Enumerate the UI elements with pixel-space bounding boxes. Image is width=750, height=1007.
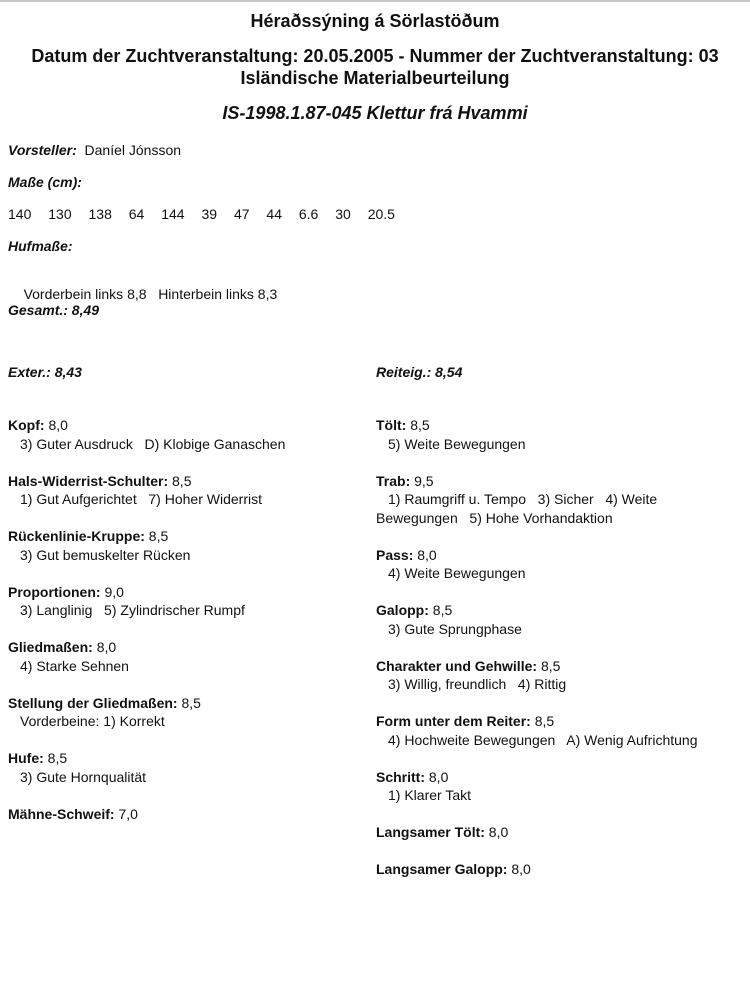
measures-row (8, 206, 750, 222)
hoof-value: Vorderbein links 8,8 Hinterbein links 8,3 (23, 286, 278, 302)
trait-comment (376, 731, 726, 750)
trait-score: 8,5 (181, 694, 201, 711)
measure-value: 47 (233, 206, 250, 222)
trait-comment (8, 768, 368, 787)
measure-value: 140 (8, 206, 32, 222)
assessment-type: Isländische Materialbeurteilung (240, 68, 510, 88)
conformation-column (8, 362, 368, 842)
riding-column (376, 362, 726, 897)
event-date-line: Datum der Zuchtveranstaltung: 20.05.2005 - Nummer der Zuchtveranstaltung: 03 (31, 46, 719, 66)
trait-item (376, 657, 726, 694)
trait-score: 8,0 (48, 417, 68, 433)
trait-item (8, 472, 368, 509)
trait-score-line (8, 416, 368, 435)
trait-comment-text: 4) Weite Bewegungen (388, 565, 526, 581)
measure-value: 138 (88, 206, 112, 222)
trait-score: 8,0 (488, 824, 509, 840)
trait-name: Galopp: (376, 602, 429, 618)
measure-value: 6.6 (298, 206, 319, 222)
trait-comment-text: 1) Gut Aufgerichtet 7) Hoher Widerrist (20, 491, 262, 507)
trait-comment (376, 490, 726, 527)
rider-value: Daníel Jónsson (84, 142, 182, 158)
trait-comment (376, 435, 726, 454)
trait-name: Rückenlinie-Kruppe: (8, 528, 145, 544)
rider-row (8, 142, 750, 158)
trait-comment-text: 5) Weite Bewegungen (388, 435, 526, 452)
rider-label: Vorsteller: (8, 142, 77, 158)
trait-score: 8,5 (432, 602, 453, 618)
trait-score-line (8, 638, 368, 657)
trait-name: Kopf: (8, 417, 45, 433)
trait-score-line (376, 768, 726, 787)
trait-comment (8, 712, 368, 731)
trait-score-line (376, 712, 726, 731)
trait-comment (376, 620, 726, 639)
trait-score-line (8, 805, 368, 824)
trait-score: 9,0 (104, 583, 124, 600)
trait-score: 8,5 (534, 713, 555, 729)
total-score: Gesamt.: 8,49 (8, 302, 100, 318)
trait-comment-text: 3) Gute Hornqualität (20, 768, 147, 785)
conformation-traits (8, 416, 368, 823)
trait-item (376, 601, 726, 638)
trait-comment-text: 3) Willig, freundlich 4) Rittig (388, 676, 567, 692)
trait-score-line (8, 472, 368, 491)
conformation-heading: Exter.: 8,43 (8, 364, 82, 380)
riding-traits (376, 416, 726, 879)
trait-score-line (376, 416, 726, 435)
show-name: Héraðssýning á Sörlastöðum (250, 11, 500, 31)
trait-comment (376, 786, 726, 805)
trait-comment (8, 435, 368, 454)
trait-score-line (8, 694, 368, 713)
trait-score-line (8, 583, 368, 602)
measure-value: 30 (335, 206, 351, 222)
trait-comment (8, 601, 368, 620)
trait-item (8, 805, 368, 824)
horse-info (0, 142, 750, 318)
hoof-label-row (8, 238, 750, 254)
trait-item (8, 416, 368, 453)
trait-item (376, 823, 726, 842)
trait-score: 8,0 (511, 861, 531, 877)
trait-comment-text: 1) Raumgriff u. Tempo 3) Sicher 4) Weite Bewegungen 5) Hohe Vorhandaktion (376, 491, 662, 526)
measure-value: 39 (201, 206, 218, 222)
measure-value: 130 (48, 206, 72, 222)
measure-value: 64 (128, 206, 145, 222)
trait-score-line (376, 657, 726, 676)
trait-name: Pass: (376, 546, 414, 563)
trait-comment-text: 1) Klarer Takt (388, 787, 471, 803)
trait-comment (376, 675, 726, 694)
trait-item (376, 472, 726, 528)
trait-comment (8, 490, 368, 509)
trait-score: 8,0 (96, 639, 117, 655)
measures-label: Maße (cm): (8, 174, 82, 190)
trait-item (8, 638, 368, 675)
trait-name: Hals-Widerrist-Schulter: (8, 472, 169, 489)
trait-score-line (8, 749, 368, 768)
trait-item (8, 749, 368, 786)
trait-score: 8,5 (47, 750, 68, 766)
trait-item (376, 768, 726, 805)
measure-value: 44 (266, 206, 282, 222)
trait-item (8, 694, 368, 731)
trait-score-line (8, 527, 368, 546)
trait-score: 8,5 (410, 417, 430, 433)
trait-score: 8,0 (428, 768, 449, 785)
trait-score: 9,5 (414, 472, 434, 489)
trait-item (376, 546, 726, 583)
trait-score-line (376, 472, 726, 491)
trait-score: 7,0 (118, 805, 138, 822)
trait-name: Form unter dem Reiter: (376, 713, 531, 729)
trait-item (376, 416, 726, 453)
trait-comment-text: 3) Gut bemuskelter Rücken (20, 546, 191, 563)
measures-label-row (8, 174, 750, 190)
trait-score-line (376, 546, 726, 565)
document-header (0, 0, 750, 124)
riding-heading: Reiteig.: 8,54 (376, 364, 463, 380)
measure-value: 144 (161, 206, 185, 222)
trait-item (376, 860, 726, 879)
total-row (8, 302, 750, 318)
trait-comment (376, 564, 726, 583)
trait-name: Langsamer Galopp: (376, 861, 508, 877)
trait-score: 8,5 (148, 528, 169, 544)
trait-comment-text: 4) Starke Sehnen (20, 657, 129, 674)
trait-comment-text: 3) Guter Ausdruck D) Klobige Ganaschen (20, 435, 286, 452)
trait-comment-text: 3) Langlinig 5) Zylindrischer Rumpf (20, 602, 245, 618)
top-divider (0, 0, 750, 2)
trait-name: Charakter und Gehwille: (376, 657, 538, 674)
trait-score-line (376, 860, 726, 879)
hoof-label: Hufmaße: (8, 238, 73, 254)
trait-score: 8,5 (172, 472, 192, 489)
trait-name: Schritt: (376, 768, 425, 785)
trait-comment (8, 546, 368, 565)
trait-name: Gliedmaßen: (8, 639, 93, 655)
trait-name: Langsamer Tölt: (376, 824, 485, 840)
trait-name: Tölt: (376, 417, 407, 433)
trait-comment-text: 4) Hochweite Bewegungen A) Wenig Aufrichtung (388, 731, 698, 748)
horse-title: IS-1998.1.87-045 Klettur frá Hvammi (222, 103, 528, 123)
trait-comment-text: 3) Gute Sprungphase (388, 620, 522, 637)
trait-item (376, 712, 726, 749)
hoof-row (8, 270, 750, 302)
trait-comment (8, 657, 368, 676)
trait-name: Hufe: (8, 750, 44, 766)
trait-score: 8,5 (540, 657, 561, 674)
trait-score-line (376, 601, 726, 620)
trait-name: Trab: (376, 472, 411, 489)
trait-name: Proportionen: (8, 583, 101, 600)
trait-name: Stellung der Gliedmaßen: (8, 694, 178, 711)
trait-item (8, 583, 368, 620)
trait-score-line (376, 823, 726, 842)
measure-value: 20.5 (367, 206, 395, 222)
trait-name: Mähne-Schweif: (8, 805, 115, 822)
trait-item (8, 527, 368, 564)
trait-comment-text: Vorderbeine: 1) Korrekt (20, 713, 165, 729)
trait-score: 8,0 (417, 546, 437, 563)
